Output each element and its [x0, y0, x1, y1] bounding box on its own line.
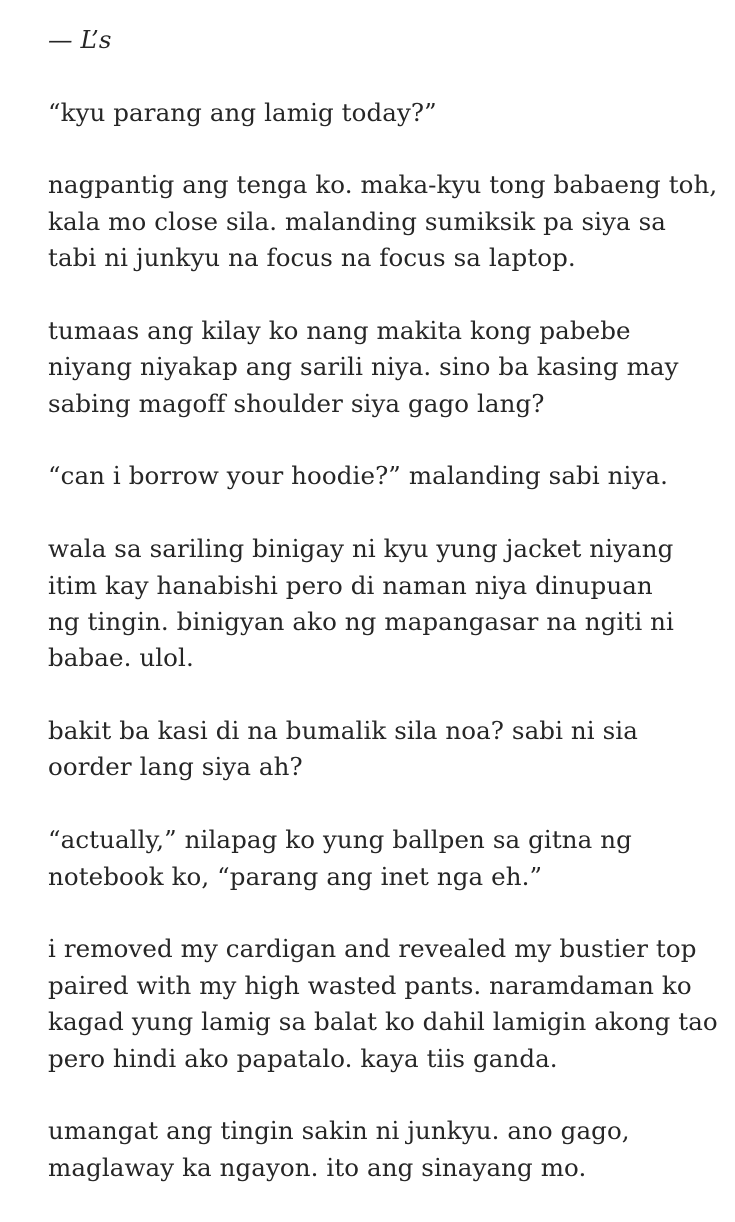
text-line: wala sa sariling binigay ni kyu yung jacket niyang — [48, 534, 674, 564]
text-line: tabi ni junkyu na focus na focus sa laptop. — [48, 243, 576, 273]
paragraph-5 — [48, 531, 698, 677]
paragraph-8 — [48, 931, 718, 1077]
text-line: niyang niyakap ang sarili niya. sino ba kasing may — [48, 352, 679, 382]
text-line: “kyu parang ang lamig today?” — [48, 97, 437, 127]
text-line: maglaway ka ngayon. ito ang sinayang mo. — [48, 1152, 587, 1182]
text-line: sabing magoff shoulder siya gago lang? — [48, 388, 545, 418]
text-line: bakit ba kasi di na bumalik sila noa? sabi ni sia — [48, 716, 638, 746]
paragraph-6 — [48, 713, 698, 786]
paragraph-2 — [48, 167, 718, 276]
author-signature: — L’s — [48, 25, 112, 54]
text-line: notebook ko, “parang ang inet nga eh.” — [48, 861, 543, 891]
text-line: kala mo close sila. malanding sumiksik pa siya sa — [48, 206, 666, 236]
paragraph-3 — [48, 313, 698, 422]
text-line: “can i borrow your hoodie?” malanding sabi niya. — [48, 461, 668, 491]
text-line: oorder lang siya ah? — [48, 752, 303, 782]
text-line: nagpantig ang tenga ko. maka-kyu tong babaeng toh, — [48, 170, 718, 200]
paragraph-7 — [48, 822, 698, 895]
text-line: tumaas ang kilay ko nang makita kong pabebe — [48, 315, 631, 345]
paragraph-4 — [48, 458, 698, 494]
text-line: paired with my high wasted pants. naramdaman ko — [48, 970, 692, 1000]
text-line: i removed my cardigan and revealed my bustier top — [48, 934, 697, 964]
text-line: ng tingin. binigyan ako ng mapangasar na ngiti ni — [48, 606, 674, 636]
text-line: babae. ulol. — [48, 643, 194, 673]
text-line: “actually,” nilapag ko yung ballpen sa gitna ng — [48, 825, 632, 855]
document-body — [48, 22, 718, 1222]
paragraph-9 — [48, 1113, 698, 1186]
text-line: pero hindi ako papatalo. kaya tiis ganda. — [48, 1043, 558, 1073]
text-line: umangat ang tingin sakin ni junkyu. ano gago, — [48, 1116, 630, 1146]
text-line: kagad yung lamig sa balat ko dahil lamigin akong tao — [48, 1007, 718, 1037]
paragraph-1 — [48, 95, 698, 131]
text-line: itim kay hanabishi pero di naman niya dinupuan — [48, 570, 653, 600]
